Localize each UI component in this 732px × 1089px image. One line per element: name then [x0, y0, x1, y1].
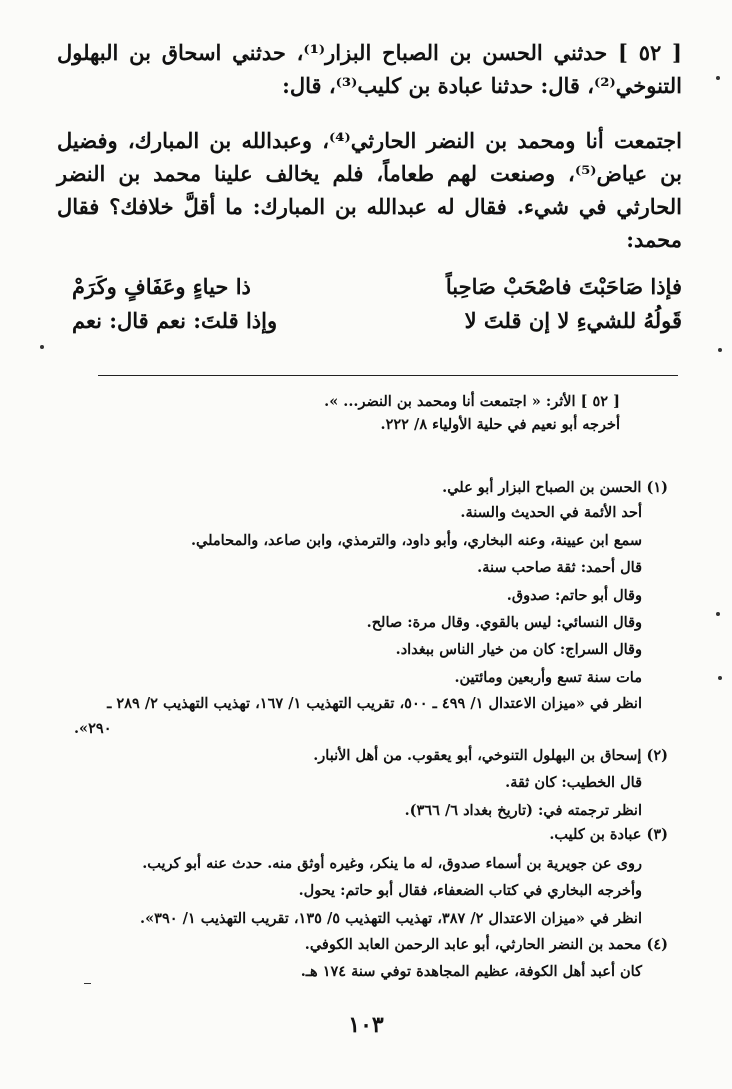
poem [72, 0, 682, 338]
footnote-line: سمع ابن عيينة، وعنه البخاري، وأبو داود، والترمذي، وابن صاعد، والمحاملي. [190, 532, 642, 549]
verse-1-second-hemistich: ذا حياءٍ وعَفَافٍ وكَرَمْ [72, 274, 251, 299]
footnote-3-title: (٣) عبادة بن كليب. [549, 826, 668, 843]
footnote-separator [98, 375, 678, 376]
margin-speck [718, 676, 722, 680]
footnote-line: وقال النسائي: ليس بالقوي. وقال مرة: صالح. [366, 614, 642, 631]
footnote-1-title: (١) الحسن بن الصباح البزار أبو علي. [442, 479, 668, 496]
margin-speck [716, 612, 720, 616]
footnote-line: وأخرجه البخاري في كتاب الضعفاء، فقال أبو حاتم: يحول. [298, 882, 642, 899]
verse-1-first-hemistich: فإذا صَاحَبْتَ فاصْحَبْ صَاحِباً [445, 274, 682, 299]
verse-2-first-hemistich: قَولُهُ للشيءِ لا إن قلتَ لا [464, 308, 682, 333]
footnote-2-title: (٢) إسحاق بن البهلول التنوخي، أبو يعقوب. من أهل الأنبار. [313, 747, 668, 764]
hadith-isnad-paragraph: [ ٥٢ ] حدثني الحسن بن الصباح البزار⁽¹⁾، حدثني اسحاق بن البهلول التنوخي⁽²⁾، قال: حدثنا عبادة بن كليب⁽³⁾، قال: [57, 40, 682, 98]
footnote-line: انظر في «ميزان الاعتدال ١/ ٤٩٩ ـ ٥٠٠، تقريب التهذيب ١/ ١٦٧، تهذيب التهذيب ٢/ ٢٨٩ ـ [107, 695, 642, 712]
margin-speck [716, 76, 720, 80]
footnote-line: قال أحمد: ثقة صاحب سنة. [477, 559, 642, 576]
margin-mark [84, 983, 91, 984]
hadith-matn-paragraph: اجتمعت أنا ومحمد بن النضر الحارثي⁽⁴⁾، وعبدالله بن المبارك، وفضيل بن عياض⁽⁵⁾، وصنعت لهم طعاماً، فلم يخالف علينا محمد بن النضر الحارثي في شيء. فقال له عبدالله بن المبارك: ما أقلَّ خلافك؟ فقال محمد: [57, 128, 682, 252]
footnote-line: روى عن جويرية بن أسماء صدوق، له ما ينكر، وغيره أوثق منه. حدث عنه أبو كريب. [142, 855, 642, 872]
margin-speck [40, 345, 44, 349]
athar-source: أخرجه أبو نعيم في حلية الأولياء ٨/ ٢٢٢. [380, 416, 620, 433]
poem-verse-2 [72, 304, 682, 338]
footnote-line: قال الخطيب: كان ثقة. [505, 774, 642, 791]
page-number: ١٠٣ [348, 1012, 384, 1038]
poem-verse-1 [72, 270, 682, 304]
footnote-line: وقال السراج: كان من خيار الناس ببغداد. [395, 641, 642, 658]
footnote-4-title: (٤) محمد بن النضر الحارثي، أبو عابد الرحمن العابد الكوفي. [304, 936, 668, 953]
verse-2-second-hemistich: وإذا قلتَ: نعم قال: نعم [72, 308, 278, 333]
footnote-line: أحد الأئمة في الحديث والسنة. [460, 504, 642, 521]
footnote-line: انظر في «ميزان الاعتدال ٢/ ٣٨٧، تهذيب التهذيب ٥/ ١٣٥، تقريب التهذيب ١/ ٣٩٠». [140, 910, 642, 927]
footnote-line: مات سنة تسع وأربعين ومائتين. [454, 669, 642, 686]
margin-speck [718, 348, 722, 352]
footnote-line: كان أعبد أهل الكوفة، عظيم المجاهدة توفي سنة ١٧٤ هـ. [300, 963, 642, 980]
athar-heading: [ ٥٢ ] الأثر: « اجتمعت أنا ومحمد بن النضر... ». [324, 393, 620, 410]
footnote-line: ٢٩٠». [74, 720, 112, 737]
footnote-line: انظر ترجمته في: (تاريخ بغداد ٦/ ٣٦٦). [404, 802, 642, 819]
footnote-line: وقال أبو حاتم: صدوق. [506, 587, 642, 604]
